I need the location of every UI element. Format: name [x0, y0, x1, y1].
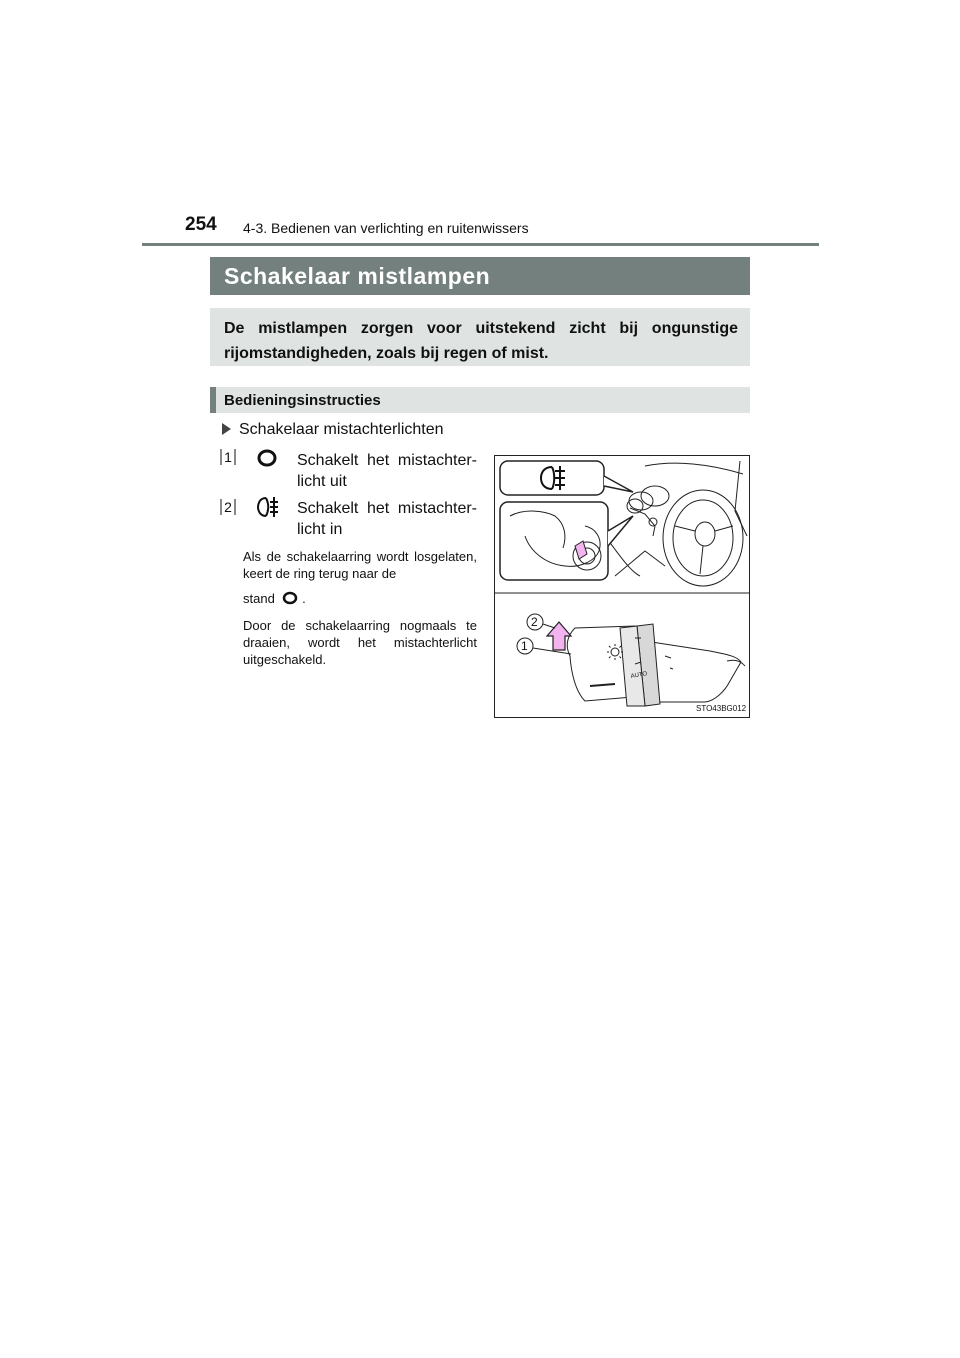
page-number: 254 [185, 214, 217, 235]
section-bar [210, 387, 750, 413]
item-1-number-badge [220, 448, 236, 471]
title-bar [210, 257, 750, 295]
note-return-stand [243, 590, 306, 607]
item-2-number-badge [220, 498, 236, 521]
intro-text: De mistlampen zorgen voor uitstekend zicht bij ongunstige rijomstandigheden, zoals bij regen of mist. [224, 320, 738, 362]
callout-hand-box [500, 502, 633, 580]
item-2-text: Schakelt het mistachterlicht in [297, 500, 477, 538]
bullet-text: Schakelaar mistachterlichten [239, 421, 444, 438]
note-return: Als de schakelaarring wordt losgelaten, keert de ring terug naar de [243, 549, 477, 581]
figure-callout-2: 2 [531, 615, 538, 629]
lever-auto-label: AUTO [630, 671, 648, 680]
section-title: Bedieningsinstructies [224, 392, 381, 409]
rear-fog-light-icon [256, 496, 280, 523]
fog-light-off-icon [282, 591, 298, 605]
page-title: Schakelaar mistlampen [224, 263, 491, 289]
bullet-heading [222, 421, 444, 439]
light-switch-lever [567, 624, 745, 706]
chapter-title: 4-3. Bedienen van verlichting en ruitenwissers [243, 220, 529, 236]
figure-illustration [494, 455, 750, 718]
note-switch-off: Door de schakelaarring nogmaals te draaien, wordt het mistachterlicht uitgeschakeld. [243, 618, 477, 667]
bullet-arrow-icon [222, 423, 231, 435]
fog-light-off-icon [256, 449, 278, 472]
item-2-number: 2 [224, 499, 232, 515]
item-1-text: Schakelt het mistachterlicht uit [297, 452, 477, 490]
intro-box [210, 308, 750, 366]
figure-callout-1: 1 [521, 639, 528, 653]
steering-column-diagram [495, 456, 749, 717]
callout-rear-fog-icon-box [500, 461, 633, 495]
section-accent [210, 387, 216, 413]
figure-code: STO43BG012 [696, 704, 747, 713]
item-1-number: 1 [224, 449, 232, 465]
header-rule [142, 243, 819, 246]
note-period: . [302, 591, 306, 606]
note-stand-label: stand [243, 591, 275, 606]
